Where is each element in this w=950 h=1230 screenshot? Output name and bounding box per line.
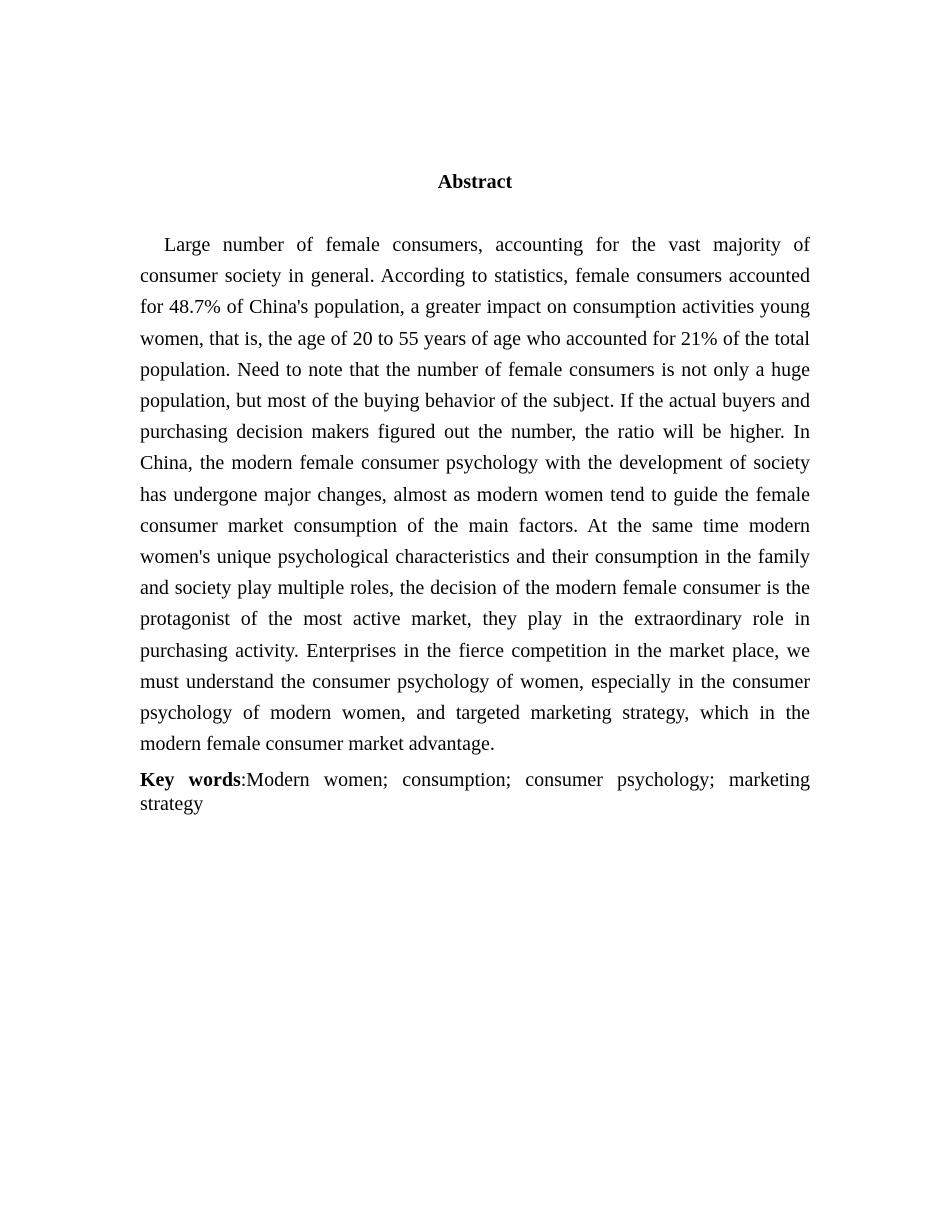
abstract-section [140, 168, 810, 816]
abstract-body: Large number of female consumers, accounting for the vast majority of consumer society in general. According to statistics, female consumers accounted for 48.7% of China's population, a greater impact on consumption activities young women, that is, the age of 20 to 55 years of age who accounted for 21% of the total population. Need to note that the number of female consumers is not only a huge population, but most of the buying behavior of the subject. If the actual buyers and purchasing decision makers figured out the number, the ratio will be higher. In China, the modern female consumer psychology with the development of society has undergone major changes, almost as modern women tend to guide the female consumer market consumption of the main factors. At the same time modern women's unique psychological characteristics and their consumption in the family and society play multiple roles, the decision of the modern female consumer is the protagonist of the most active market, they play in the extraordinary role in purchasing activity. Enterprises in the fierce competition in the market place, we must understand the consumer psychology of women, especially in the consumer psychology of modern women, and targeted marketing strategy, which in the modern female consumer market advantage. [140, 234, 810, 756]
keywords-label: Key words [140, 769, 241, 792]
abstract-title: Abstract [437, 171, 513, 193]
keywords-text: :Modern women; consumption; consumer psychology; marketing strategy [140, 769, 810, 816]
keywords-line [140, 768, 810, 816]
